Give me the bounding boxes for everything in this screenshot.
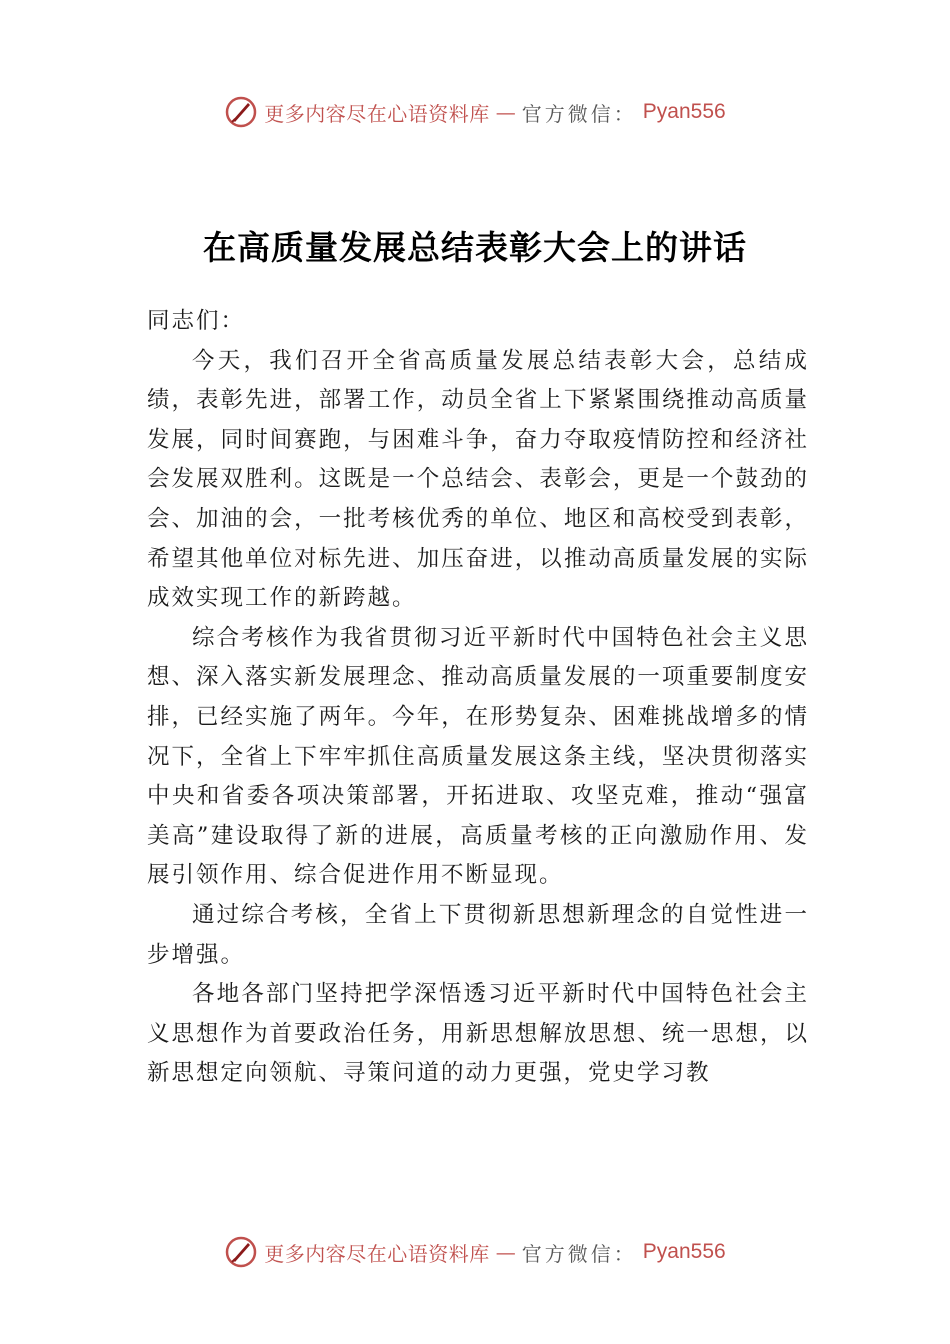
body-paragraph: 今天，我们召开全省高质量发展总结表彰大会，总结成绩，表彰先进，部署工作，动员全省上下紧紧围绕推动高质量发展，同时间赛跑，与困难斗争，奋力夺取疫情防控和经济社会发展双胜利。这既是一个总结会、表彰会，更是一个鼓劲的会、加油的会，一批考核优秀的单位、地区和高校受到表彰，希望其他单位对标先进、加压奋进，以推动高质量发展的实际成效实现工作的新跨越。 [147, 347, 809, 612]
body-paragraph: 综合考核作为我省贯彻习近平新时代中国特色社会主义思想、深入落实新发展理念、推动高质量发展的一项重要制度安排，已经实施了两年。今年，在形势复杂、困难挑战增多的情况下，全省上下牢牢抓住高质量发展这条主线，坚决贯彻落实中央和省委各项决策部署，开拓进取、攻坚克难，推动“强富美高”建设取得了新的进展，高质量考核的正向激励作用、发展引领作用、综合促进作用不断显现。 [147, 624, 809, 889]
header-watermark [0, 92, 950, 132]
watermark-text: 更多内容尽在心语资料库 [264, 101, 490, 126]
watermark-label: 官方微信： [521, 1241, 637, 1266]
watermark-text: 更多内容尽在心语资料库 [264, 1241, 490, 1266]
body-paragraph: 通过综合考核，全省上下贯彻新思想新理念的自觉性进一步增强。 [147, 901, 809, 968]
watermark-label: 官方微信： [521, 101, 637, 126]
watermark-id: Pyan556 [642, 1240, 726, 1263]
watermark-separator: — [495, 1240, 516, 1264]
document-title: 在高质量发展总结表彰大会上的讲话 [203, 228, 747, 267]
watermark-id: Pyan556 [642, 100, 726, 123]
quill-logo-icon [224, 1235, 258, 1269]
document-body [147, 302, 809, 1094]
salutation: 同志们： [147, 308, 246, 334]
body-paragraph: 各地各部门坚持把学深悟透习近平新时代中国特色社会主义思想作为首要政治任务，用新思想解放思想、统一思想，以新思想定向领航、寻策问道的动力更强，党史学习教 [147, 981, 809, 1087]
footer-watermark [0, 1232, 950, 1272]
quill-logo-icon [224, 95, 258, 129]
watermark-separator: — [495, 100, 516, 124]
